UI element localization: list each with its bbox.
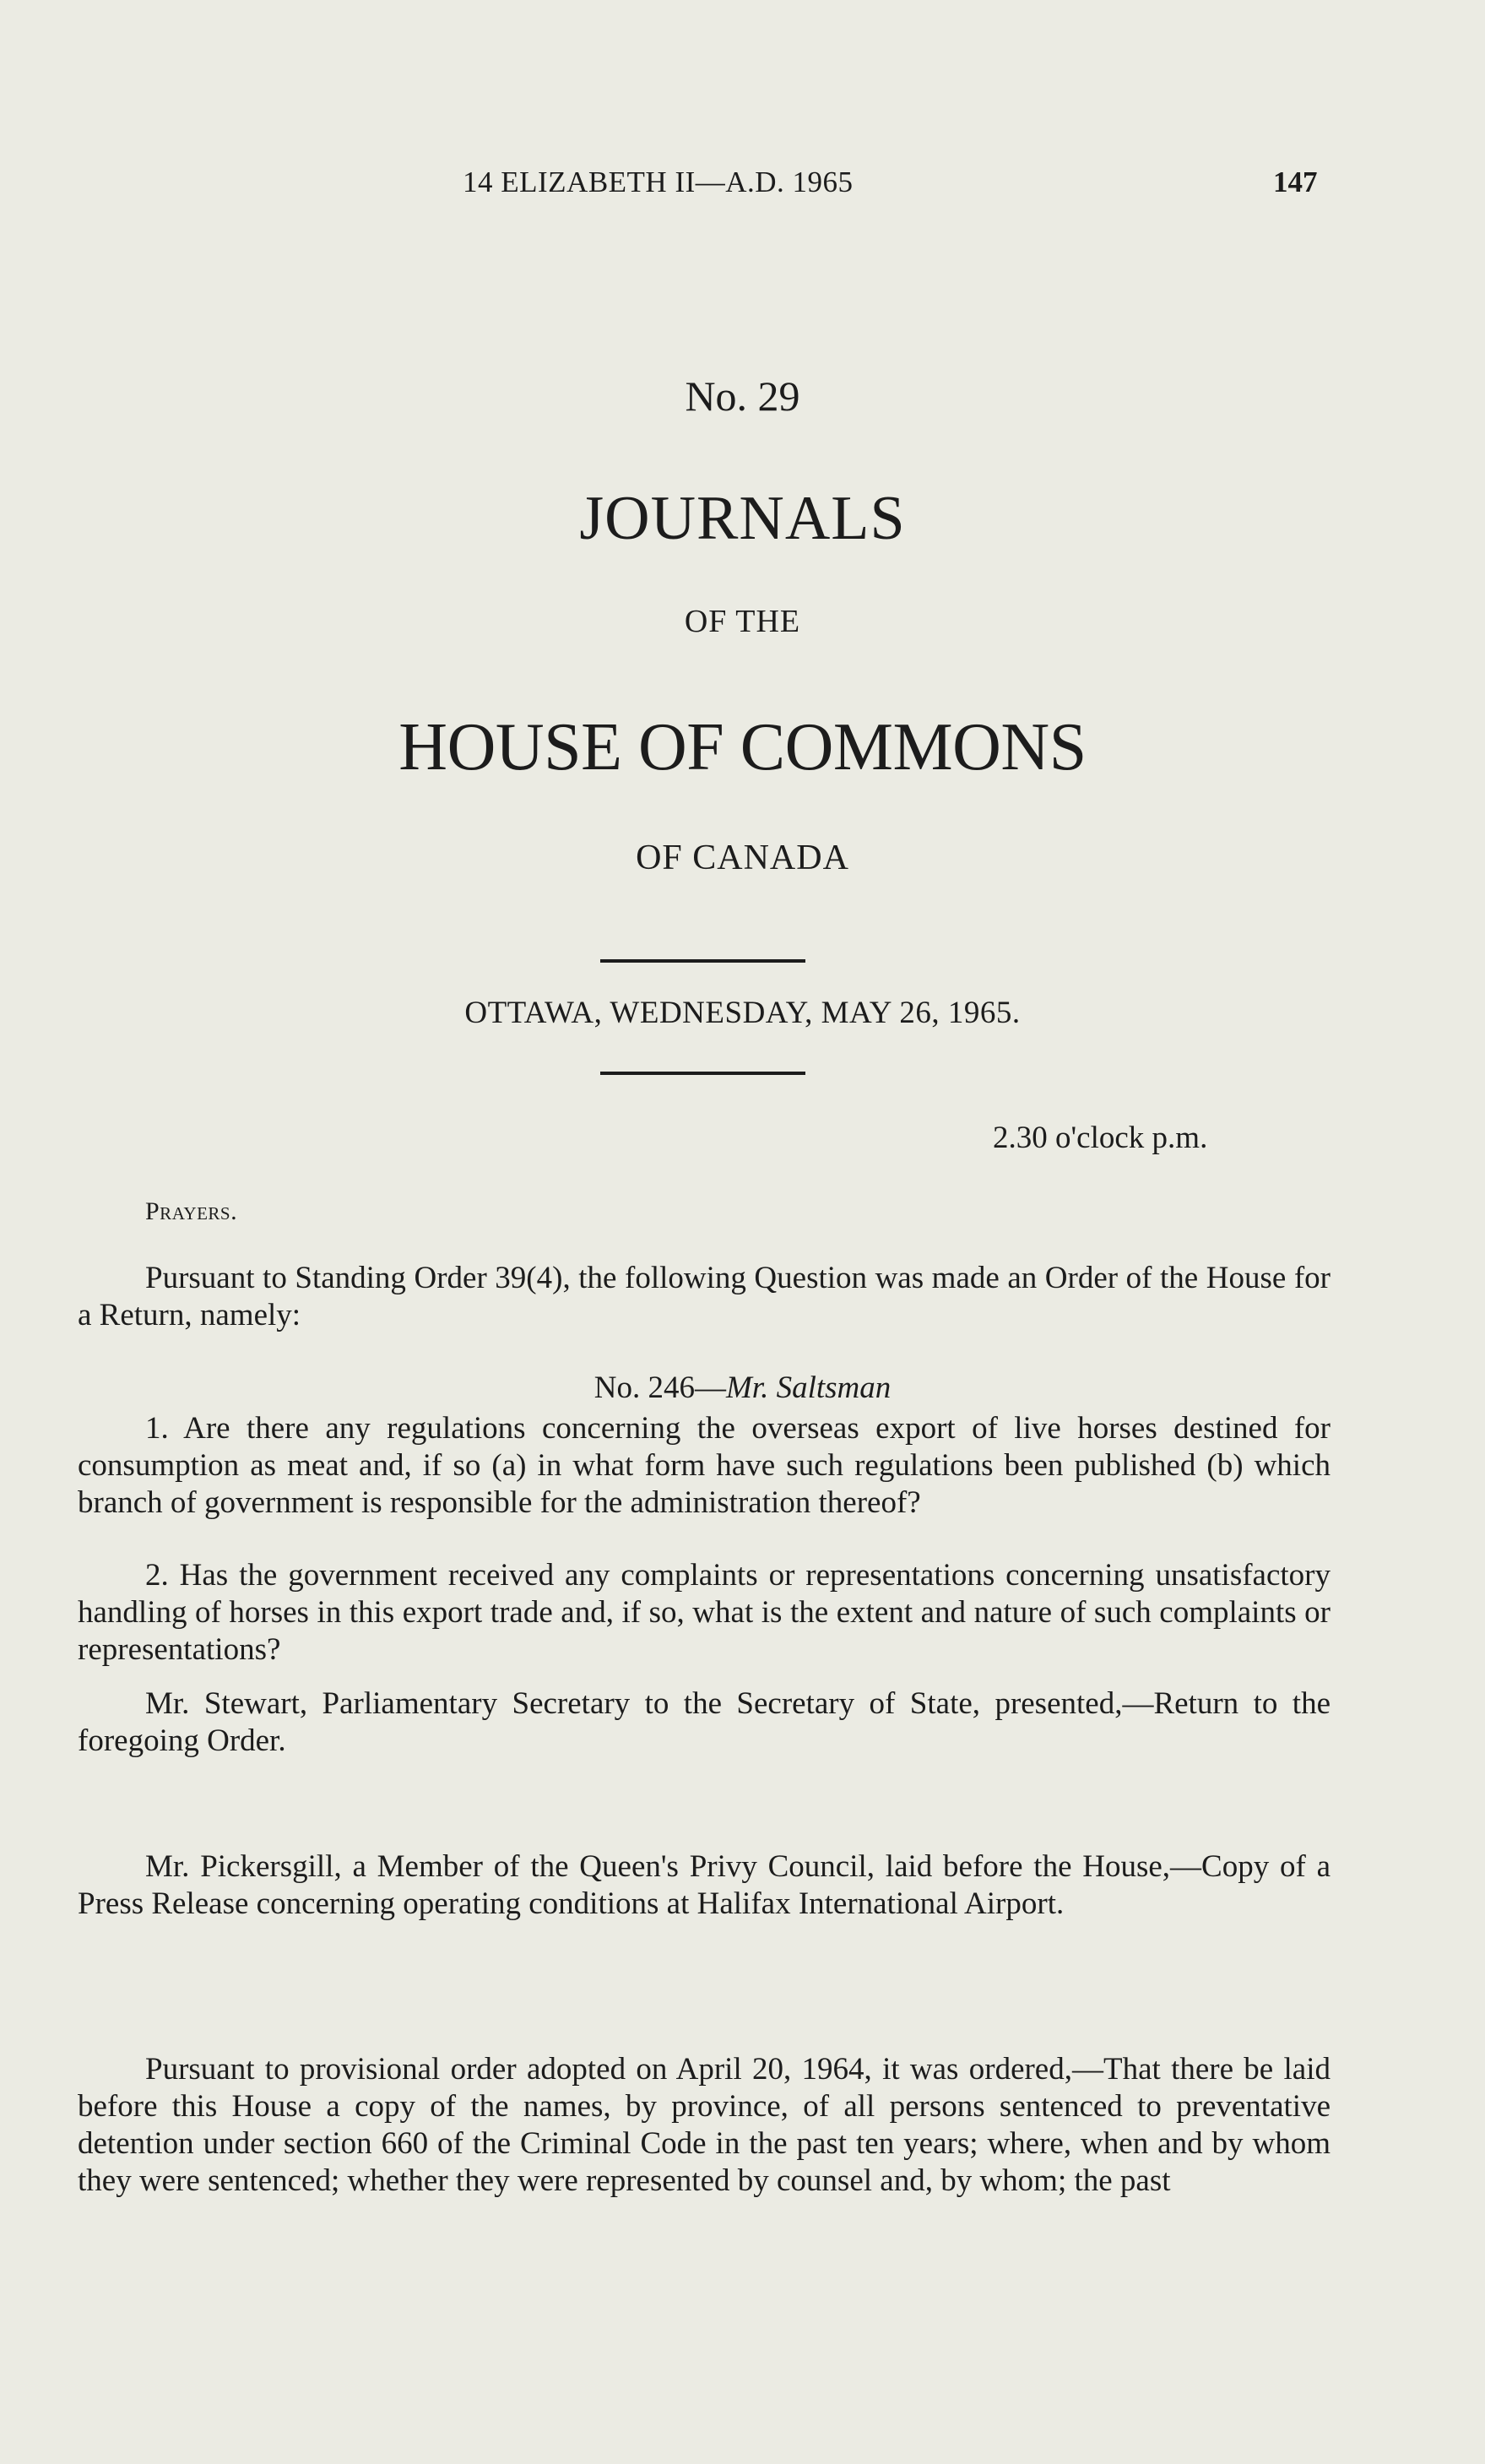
of-canada-line: OF CANADA (636, 839, 849, 877)
house-of-commons-title: HOUSE OF COMMONS (398, 710, 1087, 784)
journals-title: JOURNALS (579, 484, 906, 553)
prayers-heading: Prayers. (145, 1197, 238, 1225)
dateline: OTTAWA, WEDNESDAY, MAY 26, 1965. (464, 996, 1021, 1030)
question-number: No. 246— (593, 1370, 726, 1405)
question-part-1: 1. Are there any regulations concerning the overseas export of live horses destined for consumption as meat and, if so (a) in what form have such regulations been published (b) which branch of government is responsible for the administration thereof? (78, 1411, 1331, 1520)
pickersgill-paragraph: Mr. Pickersgill, a Member of the Queen's Privy Council, laid before the House,—Copy of a Press Release concerning operating conditions at Halifax International Airport. (78, 1849, 1331, 1921)
question-heading (0, 1370, 1485, 1406)
question-part-2: 2. Has the government received any complaints or representations concerning unsatisfactory handling of horses in this export trade and, if so, what is the extent and nature of such complaints or representations? (78, 1558, 1331, 1667)
stewart-return-paragraph: Mr. Stewart, Parliamentary Secretary to the Secretary of State, presented,—Return to the foregoing Order. (78, 1686, 1331, 1758)
running-title: 14 ELIZABETH II—A.D. 1965 (463, 166, 854, 198)
masthead-rule-bottom (600, 1072, 805, 1075)
masthead-rule-top (600, 959, 805, 963)
running-head (0, 166, 1485, 208)
sitting-time: 2.30 o'clock p.m. (993, 1121, 1208, 1155)
issue-number: No. 29 (685, 372, 800, 420)
of-the-line: OF THE (684, 604, 801, 639)
pursuant-order-paragraph: Pursuant to Standing Order 39(4), the following Question was made an Order of the House for a Return, namely: (78, 1261, 1331, 1332)
page-number: 147 (1273, 166, 1318, 198)
question-member: Mr. Saltsman (725, 1370, 892, 1405)
provisional-order-paragraph: Pursuant to provisional order adopted on April 20, 1964, it was ordered,—That there be laid before this House a copy of the names, by province, of all persons sentenced to preventative detention under section 660 of the Criminal Code in the past ten years; where, when and by whom they were sentenced; whether they were represented by counsel and, by whom; the past (78, 2052, 1331, 2198)
